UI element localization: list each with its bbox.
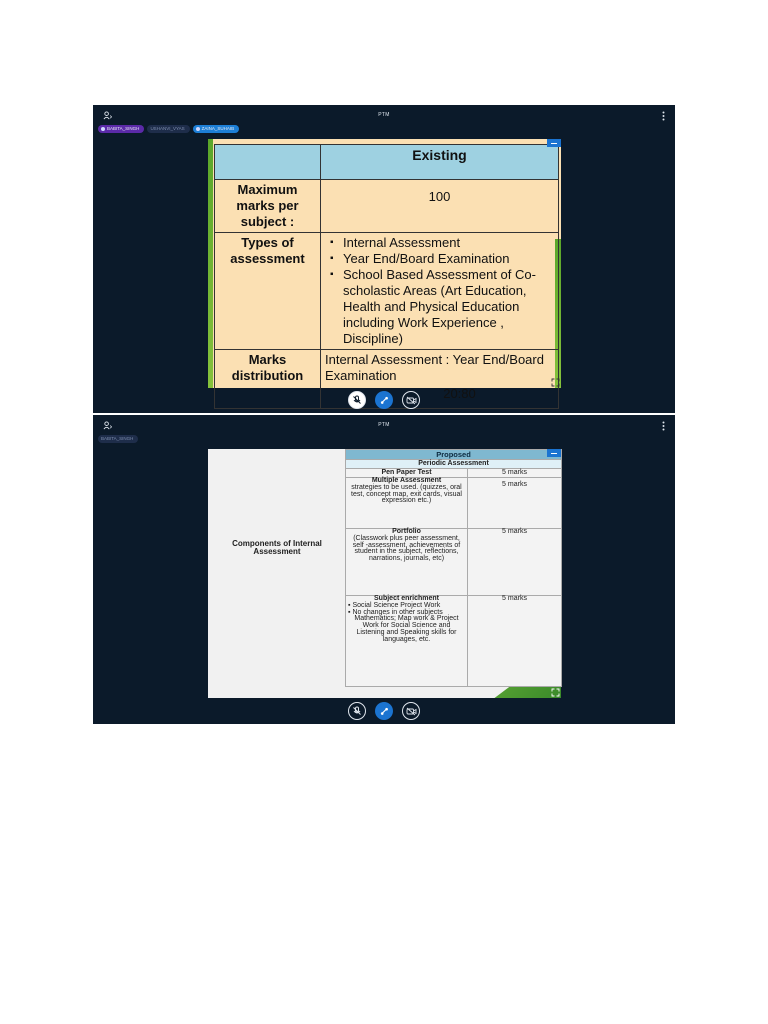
table-subheader-row bbox=[346, 460, 562, 469]
mic-off-icon bbox=[352, 706, 362, 716]
call-controls bbox=[93, 702, 675, 720]
proposed-table bbox=[345, 449, 562, 687]
row-content bbox=[346, 478, 468, 529]
row-desc: Mathematics; Map work & Project Work for Social Science and Listening and Speaking skills for languages, etc. bbox=[354, 615, 459, 643]
panel-top-bar bbox=[93, 415, 675, 437]
mic-off-button[interactable] bbox=[348, 391, 366, 409]
panel-top-bar bbox=[93, 105, 675, 127]
minimize-button[interactable] bbox=[547, 449, 561, 457]
distribution-ratio: 20:80 bbox=[443, 386, 476, 401]
participant-name: BABITA_SINGH bbox=[107, 126, 140, 131]
row-desc: (Classwork plus peer assessment, self -assessment, achievements of student in the subject, reflections, narrations, journals, etc) bbox=[352, 534, 461, 563]
mic-off-button[interactable] bbox=[348, 702, 366, 720]
mic-indicator-icon bbox=[101, 127, 105, 131]
assessment-types-list bbox=[325, 235, 554, 347]
row-value bbox=[321, 233, 559, 350]
participant-name: USHANVI_VYAS bbox=[150, 126, 185, 131]
meeting-title: PTM bbox=[378, 422, 390, 428]
video-panel-1 bbox=[93, 105, 675, 413]
link-button[interactable] bbox=[375, 702, 393, 720]
fullscreen-icon[interactable] bbox=[552, 379, 559, 386]
participant-chip[interactable] bbox=[193, 125, 240, 133]
camera-off-icon bbox=[406, 396, 417, 405]
link-button[interactable] bbox=[375, 391, 393, 409]
table-header-row bbox=[346, 450, 562, 460]
row-marks: 5 marks bbox=[468, 478, 562, 529]
components-label: Components of Internal Assessment bbox=[232, 539, 322, 556]
row-title: Pen Paper Test bbox=[346, 469, 468, 478]
table-row bbox=[346, 529, 562, 596]
row-title: Portfolio bbox=[392, 528, 421, 535]
call-controls bbox=[93, 391, 675, 409]
list-item: ▪ School Based Assessment of Co-scholastic Areas (Art Education, Health and Physical Education including Work Experience , Discipline) bbox=[343, 267, 554, 347]
meeting-title: PTM bbox=[378, 112, 390, 118]
row-label: Types of assessment bbox=[215, 233, 321, 350]
column-header: Existing bbox=[321, 145, 559, 180]
participant-name: BABITA_SINGH bbox=[101, 436, 134, 441]
fullscreen-icon[interactable] bbox=[552, 689, 559, 696]
row-marks: 5 marks bbox=[468, 596, 562, 687]
row-content bbox=[346, 529, 468, 596]
table-row bbox=[346, 478, 562, 529]
participant-chip[interactable] bbox=[98, 435, 138, 443]
link-icon bbox=[380, 707, 389, 716]
slide-decoration bbox=[208, 139, 213, 388]
table-header-row bbox=[215, 145, 559, 180]
left-column bbox=[208, 449, 345, 698]
list-item: ▪ Social Science Project Work bbox=[348, 601, 441, 609]
link-icon bbox=[380, 396, 389, 405]
row-label: Maximum marks per subject : bbox=[215, 180, 321, 233]
video-panel-2 bbox=[93, 415, 675, 724]
participant-name: ZAINA_SUHAIB bbox=[201, 126, 235, 131]
row-marks: 5 marks bbox=[468, 469, 562, 478]
table-row bbox=[215, 180, 559, 233]
mic-off-icon bbox=[352, 395, 362, 405]
assessment-table bbox=[214, 144, 559, 409]
list-item: ▪ Internal Assessment bbox=[343, 235, 554, 251]
more-vert-icon[interactable] bbox=[662, 421, 665, 431]
row-value: 100 bbox=[321, 180, 559, 233]
row-marks: 5 marks bbox=[468, 529, 562, 596]
mic-indicator-icon bbox=[196, 127, 200, 131]
participant-chip[interactable] bbox=[98, 125, 144, 133]
row-content bbox=[346, 596, 468, 687]
camera-off-icon bbox=[406, 707, 417, 716]
camera-off-button[interactable] bbox=[402, 702, 420, 720]
row-desc: strategies to be used. (quizzes, oral test, concept map, exit cards, visual expression etc.) bbox=[351, 483, 462, 505]
participant-chips bbox=[98, 435, 138, 445]
participant-chip[interactable] bbox=[147, 125, 189, 133]
distribution-text: Internal Assessment : Year End/Board Examination bbox=[325, 352, 544, 383]
subheader: Periodic Assessment bbox=[346, 460, 562, 469]
shared-slide bbox=[208, 139, 561, 401]
minimize-button[interactable] bbox=[547, 139, 561, 147]
row-label: Marks distribution bbox=[215, 350, 321, 409]
shared-slide bbox=[208, 449, 561, 698]
list-item: ▪ Year End/Board Examination bbox=[343, 251, 554, 267]
camera-off-button[interactable] bbox=[402, 391, 420, 409]
list-item: ▪ No changes in other subjects bbox=[348, 608, 443, 616]
column-header: Proposed bbox=[346, 450, 562, 460]
row-title: Multiple Assessment bbox=[371, 477, 442, 484]
table-row bbox=[215, 233, 559, 350]
more-vert-icon[interactable] bbox=[662, 111, 665, 121]
participant-chips bbox=[98, 125, 239, 135]
table-row bbox=[346, 596, 562, 687]
row-title: Subject enrichment bbox=[374, 595, 439, 602]
